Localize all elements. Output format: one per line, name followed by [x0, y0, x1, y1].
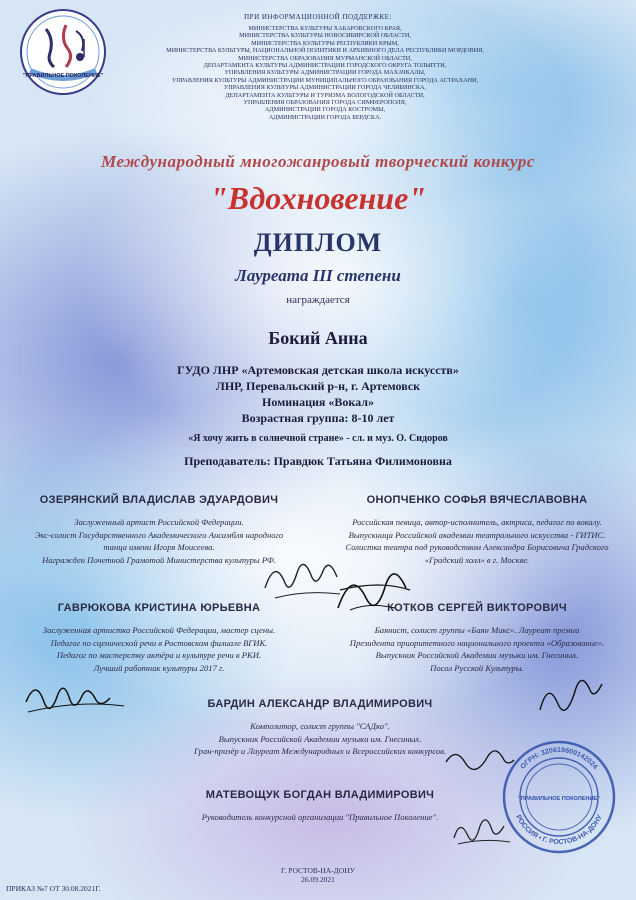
jury-desc-line: Заслуженная артистка Российской Федерации, мастер сцены. — [42, 625, 276, 635]
jury-desc-line: «Градский холл» в г. Москве. — [424, 554, 530, 565]
jury-desc-line: Президента приоритетного национального проекта «Образование». — [349, 637, 605, 648]
jury-description — [318, 516, 636, 566]
jury-name: ОЗЕРЯНСКИЙ ВЛАДИСЛАВ ЭДУАРДОВИЧ — [39, 494, 279, 506]
footer-city: Г. РОСТОВ-НА-ДОНУ — [280, 866, 355, 875]
order-number: ПРИКАЗ №7 ОТ 30.08.2021Г. — [6, 884, 101, 893]
supporter-line: МИНИСТЕРСТВА КУЛЬТУРЫ НОВОСИБИРСКОЙ ОБЛАСТИ, — [239, 32, 411, 40]
jury-desc-line: Российская певица, автор-исполнитель, актриса, педагог по вокалу. — [352, 517, 602, 527]
jury-desc-line: Педагог по сценической речи в Ростовском филиале ВГИК. — [50, 637, 268, 648]
supporter-line: УПРАВЛЕНИЯ КУЛЬТУРЫ АДМИНИСТРАЦИИ ГОРОДА МАХАЧКАЛЫ, — [224, 69, 426, 77]
support-title: ПРИ ИНФОРМАЦИОННОЙ ПОДДЕРЖКЕ: — [244, 13, 392, 21]
jury-desc-line: Выпускница Российской академии театрального искусства - ГИТИС. — [348, 529, 606, 540]
jury-member — [0, 602, 318, 674]
contest-subtitle: Международный многожанровый творческий конкурс — [101, 152, 535, 171]
age-group: Возрастная группа: 8-10 лет — [241, 411, 395, 425]
stamp-top-text: ОГРН: 320619600142024 — [519, 746, 599, 771]
supporter-line: ДЕПАРТАМЕНТА КУЛЬТУРЫ АДМИНИСТРАЦИИ ГОРОДСКОГО ОКРУГА ТОЛЬЯТТИ, — [203, 62, 447, 70]
jury-desc-line: Посол Русской Культуры. — [430, 662, 524, 673]
jury-name: КОТКОВ СЕРГЕЙ ВИКТОРОВИЧ — [387, 602, 567, 614]
jury-desc-line: Заслуженный артист Российской Федерации. — [74, 517, 244, 527]
stamp-center-text: "ПРАВИЛЬНОЕ ПОКОЛЕНИЕ" — [518, 796, 600, 802]
jury-desc-line: Руководитель конкурсной организации "Правильное Поколение". — [201, 812, 439, 822]
jury-desc-line: Награжден Почетной Грамотой Министерства культуры РФ. — [42, 554, 276, 565]
jury-desc-line: танца имени Игоря Моисеева. — [103, 542, 215, 552]
participant-details — [0, 362, 636, 469]
jury-description — [318, 624, 636, 674]
jury-desc-line: Гран-призёр и Лауреат Международных и Всероссийских конкурсов. — [194, 746, 446, 756]
jury-description — [0, 624, 318, 674]
jury-desc-line: Солистка театра под руководством Александра Борисовича Градского — [345, 542, 609, 552]
contest-name: "Вдохновение" — [209, 180, 427, 216]
signature-gavryukova — [20, 672, 130, 722]
diploma-title: ДИПЛОМ — [253, 228, 383, 257]
jury-desc-line: Экс-солист Государственного Академического Ансамбля народного — [34, 529, 284, 540]
signature-kotkov — [530, 670, 610, 720]
supporter-line: МИНИСТЕРСТВА КУЛЬТУРЫ ХАБАРОВСКОГО КРАЯ, — [248, 25, 402, 32]
logo-text: "ПРАВИЛЬНОЕ ПОКОЛЕНИЕ" — [22, 73, 104, 79]
supporter-line: ДЕПАРТАМЕНТА КУЛЬТУРЫ И ТУРИЗМА ВОЛОГОДСКОЙ ОБЛАСТИ, — [225, 91, 425, 99]
supporter-line: МИНИСТЕРСТВА КУЛЬТУРЫ РЕСПУБЛИКИ КРЫМ, — [251, 39, 399, 47]
jury-desc-line: Лучший работник культуры 2017 г. — [93, 662, 225, 673]
jury-desc-line: Выпускник Российской Академии музыки им. Гнесиных. — [375, 650, 579, 660]
jury-desc-line: Композитор, солист группы "САДко". — [250, 721, 390, 731]
institution: ГУДО ЛНР «Артемовская детская школа искусств» — [177, 363, 459, 377]
location: ЛНР, Перевальский р-н, г. Артемовск — [215, 379, 421, 393]
song-title: «Я хочу жить в солнечной стране» - сл. и муз. О. Сидоров — [188, 433, 448, 444]
jury-desc-line: Баянист, солист группы «Баян Микс». Лауреат премии — [374, 625, 580, 635]
organization-stamp — [500, 738, 618, 856]
supporter-line: АДМИНИСТРАЦИИ ГОРОДА КОСТРОМЫ, — [264, 106, 386, 114]
teacher: Преподаватель: Правдюк Татьяна Филимоновна — [184, 454, 452, 468]
jury-name: МАТЕВОЩУК БОГДАН ВЛАДИМИРОВИЧ — [205, 789, 435, 801]
jury-name: ГАВРЮКОВА КРИСТИНА ЮРЬЕВНА — [57, 602, 261, 614]
jury-desc-line: Педагог по мастерству актёра и культуре речи в РКИ. — [56, 650, 262, 660]
footer-date: 26.09.2021 — [301, 875, 335, 884]
supporter-line: АДМИНИСТРАЦИИ ГОРОДА БЕРДСКА. — [268, 113, 382, 121]
supporter-line: МИНИСТЕРСТВА КУЛЬТУРЫ, НАЦИОНАЛЬНОЙ ПОЛИТИКИ И АРХИВНОГО ДЕЛА РЕСПУБЛИКИ МОРДОВИЯ, — [166, 47, 484, 55]
nomination: Номинация «Вокал» — [261, 395, 374, 409]
degree-label: Лауреата III степени — [235, 266, 401, 285]
supporters-list — [115, 25, 535, 121]
supporter-line: УПРАВЛЕНИЯ ОБРАЗОВАНИЯ ГОРОДА СИМФЕРОПОЛЯ, — [243, 99, 407, 107]
jury-member — [318, 494, 636, 566]
jury-name: БАРДИН АЛЕКСАНДР ВЛАДИМИРОВИЧ — [207, 698, 433, 710]
jury-name: ОНОПЧЕНКО СОФЬЯ ВЯЧЕСЛАВОВНА — [366, 494, 588, 506]
signature-onopchenko — [330, 560, 420, 620]
jury-desc-line: Выпускник Российской Академии музыки им. Гнесиных. — [218, 733, 422, 744]
stamp-bottom-text: РОССИЯ • Г. РОСТОВ-НА-ДОНУ — [514, 813, 604, 847]
supporter-line: УПРАВЛЕНИЯ КУЛЬТУРЫ АДМИНИСТРАЦИИ ГОРОДА ЧЕЛЯБИНСКА, — [223, 84, 427, 92]
awardee-name: Бокий Анна — [268, 328, 368, 348]
supporter-line: УПРАВЛЕНИЯ КУЛЬТУРЫ АДМИНИСТРАЦИИ МУНИЦИПАЛЬНОГО ОБРАЗОВАНИЯ ГОРОДА АСТРАХАНИ, — [171, 76, 479, 84]
awarded-label: награждается — [286, 294, 350, 306]
supporter-line: МИНИСТЕРСТВА ОБРАЗОВАНИЯ МУРМАНСКОЙ ОБЛАСТИ, — [238, 54, 412, 62]
